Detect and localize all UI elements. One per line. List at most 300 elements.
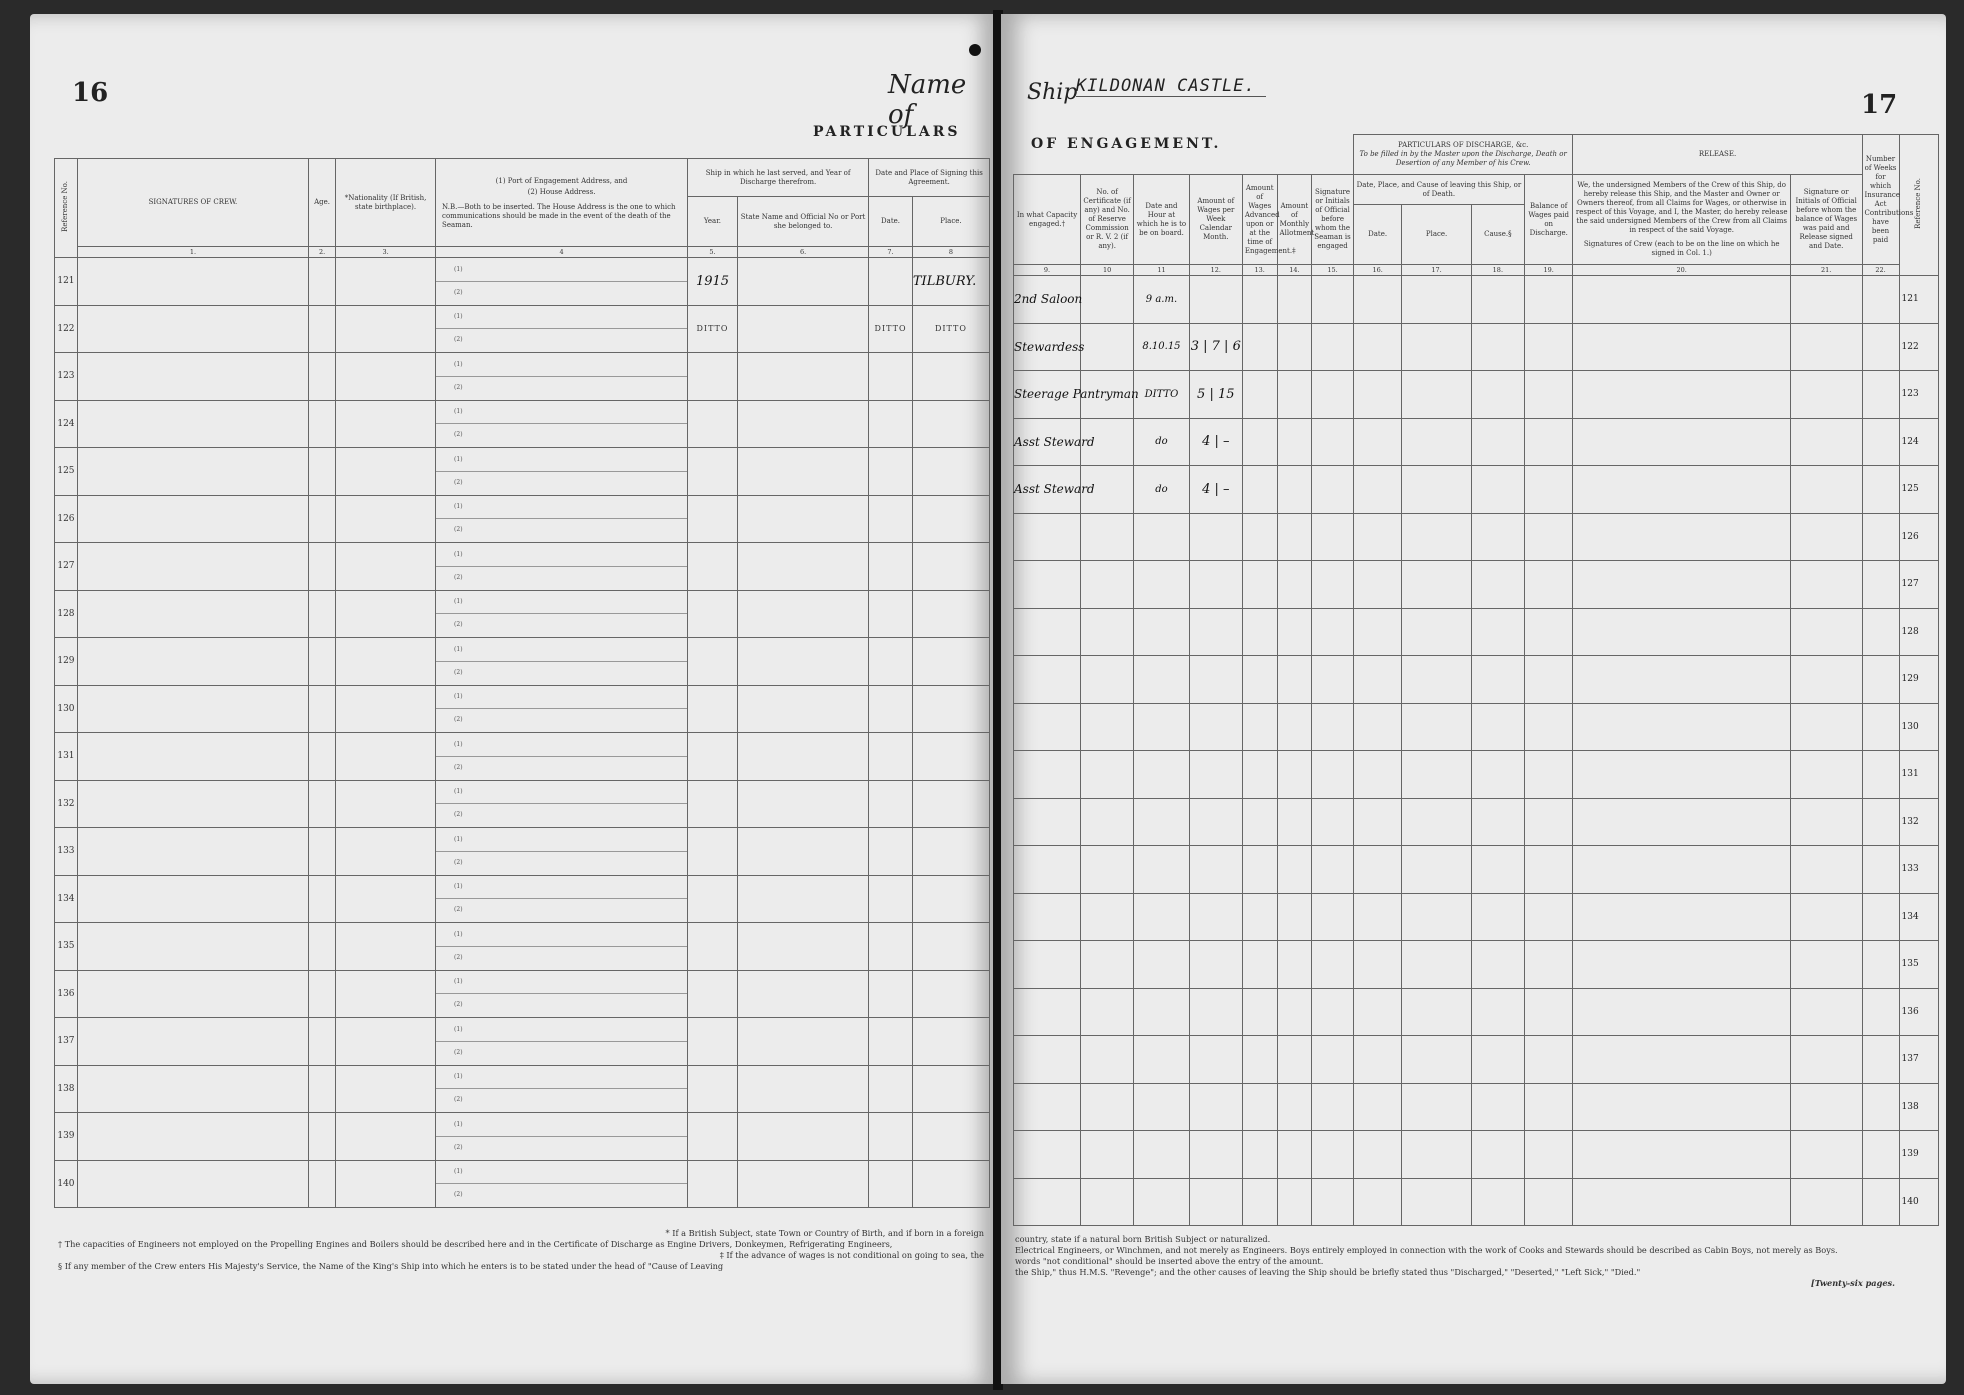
cell-col-8 [912, 495, 989, 543]
cell-col-13 [1242, 1036, 1277, 1084]
header-reference-label-right: Reference No. [1914, 178, 1923, 229]
cell-col-14 [1277, 276, 1312, 324]
cell-col-1 [77, 448, 308, 496]
row-number: 138 [55, 1065, 78, 1113]
cell-col-4 [436, 495, 688, 543]
cell-col-20 [1573, 466, 1790, 514]
footnote-nationality: * If a British Subject, state Town or Country of Birth, and if born in a foreign [665, 1228, 984, 1238]
cell-col-14 [1277, 371, 1312, 419]
cell-col-15 [1312, 513, 1354, 561]
cell-col-19 [1524, 608, 1573, 656]
cell-col-5 [688, 448, 738, 496]
cell-col-9 [1014, 798, 1081, 846]
cell-col-8 [912, 258, 989, 306]
cell-col-21 [1790, 1036, 1862, 1084]
cell-col-19 [1524, 323, 1573, 371]
address-line-1: (1) [436, 591, 687, 614]
cell-col-8 [912, 780, 989, 828]
row-number: 139 [55, 1113, 78, 1161]
cell-col-20 [1573, 608, 1790, 656]
hand-date: 8.10.15 [1142, 341, 1181, 353]
address-line-1: (1) [436, 924, 687, 947]
cell-col-4 [436, 305, 688, 353]
address-line-1: (1) [436, 354, 687, 377]
cell-col-22 [1862, 371, 1899, 419]
address-line-1: (1) [436, 401, 687, 424]
cell-col-22 [1862, 798, 1899, 846]
cell-col-19 [1524, 561, 1573, 609]
cell-col-4 [436, 685, 688, 733]
entry-ditto: DITTO [696, 323, 729, 333]
row-number-right: 138 [1899, 1083, 1938, 1131]
address-line-1: (1) [436, 1066, 687, 1089]
row-number-right: 131 [1899, 751, 1938, 799]
cell-col-16 [1353, 846, 1402, 894]
cell-col-22 [1862, 1131, 1899, 1179]
address-line-1: (1) [436, 639, 687, 662]
cell-col-8 [912, 828, 989, 876]
cell-col-22 [1862, 608, 1899, 656]
cell-col-21 [1790, 1083, 1862, 1131]
footnote-revenge: the Ship," thus H.M.S. "Revenge"; and the other causes of leaving the Ship should be briefly stated thus "Discharged," "Deserted," "Left Sick," "Died." [1015, 1267, 1641, 1277]
hand-wages: 5 | 15 [1197, 386, 1235, 402]
cell-col-19 [1524, 276, 1573, 324]
row-number: 129 [55, 638, 78, 686]
right-footnotes [1015, 1234, 1915, 1289]
entry-place: TILBURY. [912, 273, 977, 289]
cell-col-21 [1790, 751, 1862, 799]
row-number-right: 129 [1899, 656, 1938, 704]
table-row [55, 1113, 990, 1161]
cell-col-5 [688, 733, 738, 781]
cell-col-14 [1277, 1178, 1312, 1226]
cell-col-17 [1402, 1036, 1471, 1084]
cell-col-22 [1862, 751, 1899, 799]
cell-col-1 [77, 733, 308, 781]
cell-col-3 [336, 875, 436, 923]
cell-col-9 [1014, 656, 1081, 704]
cell-col-12 [1189, 798, 1242, 846]
cell-col-14 [1277, 798, 1312, 846]
cell-col-15 [1312, 608, 1354, 656]
cell-col-2 [309, 970, 336, 1018]
address-line-2: (2) [454, 336, 463, 344]
cell-col-7 [869, 543, 913, 591]
hand-wages: 4 | – [1202, 434, 1230, 450]
cell-col-10 [1081, 941, 1134, 989]
cell-col-16 [1353, 751, 1402, 799]
cell-col-5 [688, 780, 738, 828]
cell-col-21 [1790, 703, 1862, 751]
cell-col-1 [77, 923, 308, 971]
cell-col-17 [1402, 893, 1471, 941]
cell-col-22 [1862, 1036, 1899, 1084]
col-number-1: 1. [77, 247, 308, 258]
row-number: 130 [55, 685, 78, 733]
cell-col-16 [1353, 1083, 1402, 1131]
cell-col-10 [1081, 988, 1134, 1036]
cell-col-5 [688, 685, 738, 733]
col-number-20: 20. [1573, 265, 1790, 276]
cell-col-11 [1134, 466, 1189, 514]
cell-col-7 [869, 305, 913, 353]
cell-col-11 [1134, 513, 1189, 561]
cell-col-18 [1471, 1036, 1524, 1084]
cell-col-16 [1353, 466, 1402, 514]
cell-col-20 [1573, 513, 1790, 561]
cell-col-7 [869, 875, 913, 923]
header-reference-no [55, 159, 78, 258]
cell-col-19 [1524, 941, 1573, 989]
cell-col-2 [309, 685, 336, 733]
table-row [55, 543, 990, 591]
cell-col-15 [1312, 466, 1354, 514]
header-signatures: SIGNATURES OF CREW. [77, 159, 308, 247]
table-row [1014, 608, 1939, 656]
row-number: 121 [55, 258, 78, 306]
table-row [55, 638, 990, 686]
cell-col-9 [1014, 1178, 1081, 1226]
cell-col-2 [309, 828, 336, 876]
cell-col-7 [869, 828, 913, 876]
cell-col-7 [869, 1018, 913, 1066]
col-number-19: 19. [1524, 265, 1573, 276]
cell-col-5 [688, 875, 738, 923]
cell-col-21 [1790, 941, 1862, 989]
cell-col-17 [1402, 323, 1471, 371]
cell-col-4 [436, 638, 688, 686]
cell-col-13 [1242, 608, 1277, 656]
cell-col-8 [912, 448, 989, 496]
cell-col-1 [77, 875, 308, 923]
cell-col-14 [1277, 703, 1312, 751]
header-discharge-group [1353, 135, 1573, 175]
cell-col-9 [1014, 751, 1081, 799]
cell-col-21 [1790, 656, 1862, 704]
cell-col-11 [1134, 846, 1189, 894]
cell-col-13 [1242, 941, 1277, 989]
cell-col-3 [336, 1160, 436, 1208]
cell-col-5 [688, 1160, 738, 1208]
cell-col-18 [1471, 276, 1524, 324]
cell-col-10 [1081, 703, 1134, 751]
cell-col-9 [1014, 1131, 1081, 1179]
cell-col-8 [912, 970, 989, 1018]
cell-col-2 [309, 305, 336, 353]
header-advanced: Amount of Wages Advanced upon or at the time of Engagement.‡ [1242, 175, 1277, 265]
cell-col-15 [1312, 276, 1354, 324]
cell-col-2 [309, 353, 336, 401]
cell-col-18 [1471, 846, 1524, 894]
cell-col-6 [737, 448, 868, 496]
cell-col-1 [77, 543, 308, 591]
cell-col-21 [1790, 371, 1862, 419]
hand-capacity: 2nd Saloon [1014, 292, 1083, 307]
cell-col-20 [1573, 1083, 1790, 1131]
cell-col-3 [336, 495, 436, 543]
row-number: 136 [55, 970, 78, 1018]
cell-col-17 [1402, 608, 1471, 656]
cell-col-9 [1014, 418, 1095, 466]
cell-col-2 [309, 1065, 336, 1113]
discharge-note: To be filled in by the Master upon the Discharge, Death or Desertion of any Member of his Crew. [1359, 150, 1567, 167]
title-name-of: Name of [888, 70, 967, 130]
cell-col-21 [1790, 513, 1862, 561]
table-row [55, 970, 990, 1018]
table-row [1014, 276, 1939, 324]
cell-col-9 [1014, 703, 1081, 751]
cell-col-19 [1524, 466, 1573, 514]
right-page [1001, 14, 1946, 1384]
cell-col-15 [1312, 941, 1354, 989]
row-number-right: 135 [1899, 941, 1938, 989]
cell-col-2 [309, 495, 336, 543]
cell-col-4 [436, 1065, 688, 1113]
cell-col-3 [336, 685, 436, 733]
cell-col-17 [1402, 1131, 1471, 1179]
table-row [1014, 466, 1939, 514]
cell-col-16 [1353, 1178, 1402, 1226]
cell-col-20 [1573, 941, 1790, 989]
cell-col-12 [1189, 1083, 1242, 1131]
cell-col-19 [1524, 656, 1573, 704]
address-line-1: (1) [436, 449, 687, 472]
cell-col-17 [1402, 371, 1471, 419]
header-release-text [1573, 175, 1790, 265]
cell-col-20 [1573, 1131, 1790, 1179]
cell-col-18 [1471, 561, 1524, 609]
cell-col-22 [1862, 418, 1899, 466]
cell-col-11 [1134, 561, 1189, 609]
cell-col-8 [912, 353, 989, 401]
cell-col-12 [1189, 1178, 1242, 1226]
cell-col-16 [1353, 513, 1402, 561]
cell-col-10 [1081, 323, 1134, 371]
cell-col-9 [1014, 1036, 1081, 1084]
cell-col-8 [912, 923, 989, 971]
cell-col-8 [912, 733, 989, 781]
cell-col-16 [1353, 561, 1402, 609]
cell-col-13 [1242, 276, 1277, 324]
cell-col-11 [1134, 1083, 1189, 1131]
row-number: 127 [55, 543, 78, 591]
table-row [55, 828, 990, 876]
cell-col-20 [1573, 418, 1790, 466]
cell-col-1 [77, 1065, 308, 1113]
cell-col-3 [336, 353, 436, 401]
cell-col-8 [912, 305, 989, 353]
cell-col-15 [1312, 846, 1354, 894]
cell-col-4 [436, 258, 688, 306]
cell-col-11 [1134, 276, 1189, 324]
cell-col-19 [1524, 988, 1573, 1036]
header-state-name: State Name and Official No or Port she belonged to. [737, 197, 868, 247]
cell-col-17 [1402, 276, 1471, 324]
address-line-2: (2) [454, 526, 463, 534]
cell-col-22 [1862, 466, 1899, 514]
cell-col-8 [912, 1160, 989, 1208]
table-row [55, 923, 990, 971]
header-d-cause: Cause.§ [1471, 205, 1524, 265]
cell-col-16 [1353, 893, 1402, 941]
row-number: 131 [55, 733, 78, 781]
cell-col-18 [1471, 323, 1524, 371]
cell-col-21 [1790, 1178, 1862, 1226]
cell-col-17 [1402, 941, 1471, 989]
cell-col-10 [1081, 798, 1134, 846]
cell-col-20 [1573, 988, 1790, 1036]
cell-col-21 [1790, 561, 1862, 609]
row-number-right: 139 [1899, 1131, 1938, 1179]
cell-col-21 [1790, 988, 1862, 1036]
cell-col-17 [1402, 751, 1471, 799]
hand-capacity: Stewardess [1014, 339, 1085, 354]
row-number: 132 [55, 780, 78, 828]
cell-col-21 [1790, 276, 1862, 324]
cell-col-10 [1081, 1036, 1134, 1084]
cell-col-3 [336, 590, 436, 638]
address-line-2: (2) [454, 621, 463, 629]
cell-col-9 [1014, 1083, 1081, 1131]
cell-col-13 [1242, 703, 1277, 751]
cell-col-12 [1189, 276, 1242, 324]
cell-col-17 [1402, 418, 1471, 466]
cell-col-17 [1402, 656, 1471, 704]
cell-col-2 [309, 1018, 336, 1066]
cell-col-4 [436, 733, 688, 781]
cell-col-16 [1353, 798, 1402, 846]
cell-col-11 [1134, 893, 1189, 941]
cell-col-10 [1081, 608, 1134, 656]
cell-col-8 [912, 1018, 989, 1066]
cell-col-10 [1081, 893, 1134, 941]
cell-col-14 [1277, 1131, 1312, 1179]
header-official-release: Signature or Initials of Official before whom the balance of Wages was paid and Release signed and Date. [1790, 175, 1862, 265]
cell-col-13 [1242, 846, 1277, 894]
cell-col-15 [1312, 893, 1354, 941]
cell-col-13 [1242, 371, 1277, 419]
address-line-2: (2) [454, 431, 463, 439]
left-grid [54, 158, 990, 1208]
address-line-1: (1) [436, 829, 687, 852]
table-row [55, 400, 990, 448]
table-row [55, 733, 990, 781]
cell-col-19 [1524, 1036, 1573, 1084]
table-row [55, 875, 990, 923]
cell-col-16 [1353, 1131, 1402, 1179]
cell-col-21 [1790, 323, 1862, 371]
left-page [30, 14, 995, 1384]
cell-col-15 [1312, 561, 1354, 609]
cell-col-8 [912, 638, 989, 686]
cell-col-20 [1573, 656, 1790, 704]
cell-col-17 [1402, 561, 1471, 609]
cell-col-20 [1573, 798, 1790, 846]
cell-col-3 [336, 305, 436, 353]
cell-col-16 [1353, 656, 1402, 704]
cell-col-14 [1277, 988, 1312, 1036]
cell-col-1 [77, 638, 308, 686]
cell-col-5 [688, 923, 738, 971]
cell-col-2 [309, 543, 336, 591]
cell-col-9 [1014, 988, 1081, 1036]
address-line-1: (1) [436, 496, 687, 519]
row-number-right: 123 [1899, 371, 1938, 419]
table-row [55, 305, 990, 353]
cell-col-4 [436, 970, 688, 1018]
cell-col-14 [1277, 751, 1312, 799]
cell-col-16 [1353, 371, 1402, 419]
address-line-2: (2) [454, 716, 463, 724]
footnote-advance: ‡ If the advance of wages is not conditional on going to sea, the [719, 1250, 984, 1260]
cell-col-22 [1862, 513, 1899, 561]
cell-col-21 [1790, 846, 1862, 894]
table-row [55, 353, 990, 401]
row-number: 135 [55, 923, 78, 971]
cell-col-7 [869, 685, 913, 733]
cell-col-3 [336, 1065, 436, 1113]
address-line-2: (2) [454, 478, 463, 486]
cell-col-10 [1081, 513, 1134, 561]
cell-col-20 [1573, 323, 1790, 371]
cell-col-20 [1573, 1178, 1790, 1226]
cell-col-22 [1862, 656, 1899, 704]
cell-col-1 [77, 828, 308, 876]
cell-col-19 [1524, 1131, 1573, 1179]
cell-col-11 [1134, 323, 1189, 371]
cell-col-9 [1014, 323, 1085, 371]
cell-col-12 [1189, 703, 1242, 751]
cell-col-5 [688, 638, 738, 686]
cell-col-13 [1242, 893, 1277, 941]
cell-col-16 [1353, 323, 1402, 371]
col-number-7: 7. [869, 247, 913, 258]
cell-col-3 [336, 258, 436, 306]
cell-col-15 [1312, 418, 1354, 466]
address-line-1: (1) [436, 971, 687, 994]
row-number-right: 136 [1899, 988, 1938, 1036]
hand-date: 9 a.m. [1145, 293, 1178, 305]
address-line-1: (1) [436, 306, 687, 329]
cell-col-12 [1189, 371, 1242, 419]
cell-col-1 [77, 258, 308, 306]
cell-col-13 [1242, 798, 1277, 846]
table-row [55, 780, 990, 828]
cell-col-20 [1573, 1036, 1790, 1084]
table-row [1014, 988, 1939, 1036]
cell-col-1 [77, 685, 308, 733]
cell-col-21 [1790, 466, 1862, 514]
cell-col-13 [1242, 466, 1277, 514]
cell-col-17 [1402, 988, 1471, 1036]
cell-col-6 [737, 305, 868, 353]
cell-col-3 [336, 828, 436, 876]
row-number: 134 [55, 875, 78, 923]
cell-col-3 [336, 543, 436, 591]
table-row [1014, 1083, 1939, 1131]
address-line-2: (2) [454, 1143, 463, 1151]
cell-col-12 [1189, 1131, 1242, 1179]
cell-col-17 [1402, 1178, 1471, 1226]
cell-col-3 [336, 1113, 436, 1161]
cell-col-7 [869, 448, 913, 496]
cell-col-5 [688, 970, 738, 1018]
header-d-place: Place. [1402, 205, 1471, 265]
cell-col-15 [1312, 703, 1354, 751]
cell-col-15 [1312, 751, 1354, 799]
header-place: Place. [912, 197, 989, 247]
cell-col-5 [688, 1113, 738, 1161]
